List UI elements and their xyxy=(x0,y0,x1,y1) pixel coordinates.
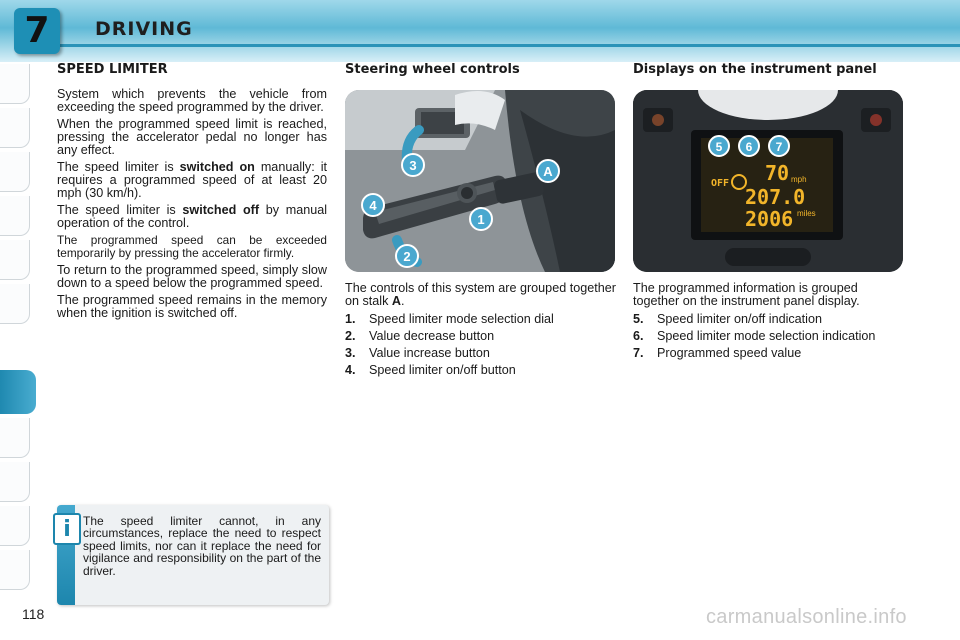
speed-limiter-text xyxy=(57,88,327,324)
info-icon: i xyxy=(53,513,81,545)
paragraph: When the programmed speed limit is reached, pressing the accelerator pedal no longer has any effect. xyxy=(57,117,327,157)
list-number: 1. xyxy=(345,312,356,326)
list-number: 6. xyxy=(633,329,644,343)
steering-stalk-photo xyxy=(345,90,615,272)
chapter-tab-6[interactable] xyxy=(0,284,30,324)
header-rule xyxy=(60,44,960,47)
paragraph: The speed limiter is switched off by manual operation of the control. xyxy=(57,203,328,230)
instrument-display-heading: Displays on the instrument panel xyxy=(633,62,877,77)
display-intro: The programmed information is grouped together on the instrument panel display. xyxy=(633,281,860,308)
list-text: Value decrease button xyxy=(369,329,495,343)
svg-text:A: A xyxy=(543,164,553,179)
svg-text:3: 3 xyxy=(409,158,417,173)
paragraph: To return to the programmed speed, simply slow down to a speed below the programmed speed. xyxy=(57,263,327,290)
chapter-tab-1[interactable] xyxy=(0,64,30,104)
list-item xyxy=(633,347,905,360)
svg-text:OFF: OFF xyxy=(711,178,730,189)
steering-intro: The controls of this system are grouped together on stalk A. xyxy=(345,281,616,308)
chapter-tab-3[interactable] xyxy=(0,152,30,192)
paragraph: The speed limiter is switched on manually: it requires a programmed speed of at least 20 mph (30 km/h). xyxy=(57,160,327,200)
svg-text:70: 70 xyxy=(765,161,790,185)
svg-text:4: 4 xyxy=(369,198,377,213)
speed-limiter-heading: SPEED LIMITER xyxy=(57,62,168,77)
svg-text:6: 6 xyxy=(745,140,753,154)
watermark: carmanualsonline.info xyxy=(706,606,907,628)
stalk-label: A xyxy=(391,294,402,308)
chapter-tab-8[interactable] xyxy=(0,418,30,458)
svg-text:2: 2 xyxy=(403,249,411,264)
paragraph: The programmed speed can be exceeded temporarily by pressing the accelerator firmly. xyxy=(57,233,327,260)
list-text: Speed limiter mode selection dial xyxy=(369,312,554,326)
list-text: Value increase button xyxy=(369,346,490,360)
instrument-display-text xyxy=(633,282,905,364)
svg-text:mph: mph xyxy=(791,175,807,184)
svg-text:5: 5 xyxy=(715,140,723,154)
safety-info-box xyxy=(57,505,329,605)
list-item xyxy=(345,347,617,360)
list-text: Speed limiter on/off indication xyxy=(657,312,822,326)
steering-controls-heading: Steering wheel controls xyxy=(345,62,520,77)
list-text: Speed limiter mode selection indication xyxy=(657,329,876,343)
chapter-tab-2[interactable] xyxy=(0,108,30,148)
svg-text:207.0: 207.0 xyxy=(745,185,806,209)
chapter-tab-10[interactable] xyxy=(0,506,30,546)
svg-text:1: 1 xyxy=(477,212,485,227)
list-item xyxy=(633,313,905,326)
steering-controls-text xyxy=(345,282,617,381)
list-text: Programmed speed value xyxy=(657,346,802,360)
svg-text:7: 7 xyxy=(775,140,783,154)
chapter-tab-4[interactable] xyxy=(0,196,30,236)
list-number: 2. xyxy=(345,329,356,343)
emphasis: switched off xyxy=(182,203,260,217)
info-text: The speed limiter cannot, in any circumstances, replace the need to respect speed limits, nor can it replace the need for vigilance and responsibility on the part of the driver. xyxy=(83,514,321,578)
emphasis: switched on xyxy=(179,160,255,174)
list-item xyxy=(345,364,617,377)
chapter-tab-7-active[interactable] xyxy=(0,370,36,414)
chapter-tab-5[interactable] xyxy=(0,240,30,280)
paragraph: The programmed speed remains in the memory when the ignition is switched off. xyxy=(57,293,327,320)
list-item xyxy=(345,313,617,326)
chapter-tab-11[interactable] xyxy=(0,550,30,590)
list-number: 4. xyxy=(345,363,356,377)
paragraph: System which prevents the vehicle from exceeding the speed programmed by the driver. xyxy=(57,87,327,114)
instrument-panel-photo xyxy=(633,90,903,272)
list-item xyxy=(345,330,617,343)
svg-text:2006: 2006 xyxy=(745,207,794,231)
list-text: Speed limiter on/off button xyxy=(369,363,516,377)
list-number: 5. xyxy=(633,312,644,326)
list-number: 3. xyxy=(345,346,356,360)
list-item xyxy=(633,330,905,343)
chapter-tabs xyxy=(0,62,34,582)
list-number: 7. xyxy=(633,346,644,360)
page-number: 118 xyxy=(22,606,45,622)
chapter-number: 7 xyxy=(24,10,50,51)
chapter-number-badge xyxy=(14,8,60,54)
svg-text:miles: miles xyxy=(797,209,816,218)
chapter-tab-9[interactable] xyxy=(0,462,30,502)
chapter-title: DRIVING xyxy=(95,18,193,40)
